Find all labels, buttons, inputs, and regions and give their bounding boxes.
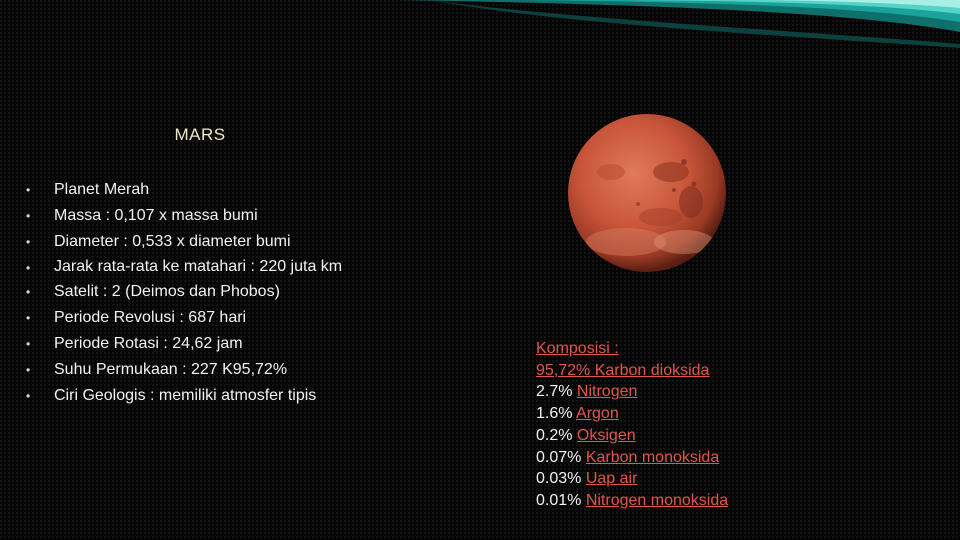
composition-link[interactable]: 95,72% Karbon dioksida bbox=[536, 361, 710, 379]
bullet-item bbox=[26, 383, 366, 409]
bullet-symbol: • bbox=[26, 235, 31, 249]
bullet-symbol: • bbox=[26, 389, 31, 403]
bullet-item bbox=[26, 229, 366, 255]
bullet-list bbox=[26, 177, 366, 409]
bullet-text: Massa : 0,107 x massa bumi bbox=[54, 207, 258, 224]
composition-heading-link[interactable]: Komposisi : bbox=[536, 340, 619, 357]
bullet-text: Ciri Geologis : memiliki atmosfer tipis bbox=[54, 387, 317, 404]
composition-percent: 1.6% bbox=[536, 405, 577, 423]
bullet-item bbox=[26, 305, 366, 331]
composition-line bbox=[536, 381, 796, 403]
composition-line bbox=[536, 425, 796, 447]
bullet-text: Diameter : 0,533 x diameter bumi bbox=[54, 233, 291, 250]
mars-planet-image bbox=[566, 112, 728, 274]
bullet-text: Suhu Permukaan : 227 K95,72% bbox=[54, 361, 288, 378]
bullet-symbol: • bbox=[26, 337, 31, 351]
slide-title: MARS bbox=[174, 125, 226, 144]
bullet-symbol: • bbox=[26, 261, 31, 275]
composition-line bbox=[536, 403, 796, 425]
composition-line bbox=[536, 360, 796, 382]
composition-link[interactable]: Argon bbox=[576, 405, 619, 423]
bullet-item bbox=[26, 177, 366, 203]
composition-percent: 2.7% bbox=[536, 383, 577, 401]
bullet-symbol: • bbox=[26, 363, 31, 377]
composition-link[interactable]: Uap air bbox=[585, 470, 638, 488]
composition-link[interactable]: Karbon monoksida bbox=[585, 448, 720, 466]
bullet-symbol: • bbox=[26, 209, 31, 223]
bullet-item bbox=[26, 255, 366, 279]
composition-heading-line bbox=[536, 338, 796, 360]
top-decoration bbox=[0, 0, 960, 60]
bullet-symbol: • bbox=[26, 183, 31, 197]
composition-link[interactable]: Nitrogen bbox=[576, 383, 638, 401]
bullet-symbol: • bbox=[26, 285, 31, 299]
composition-line bbox=[536, 490, 796, 512]
composition-line bbox=[536, 468, 796, 490]
bullet-text: Planet Merah bbox=[54, 181, 150, 198]
bullet-item bbox=[26, 279, 366, 305]
composition-link[interactable]: Oksigen bbox=[576, 426, 636, 444]
bullet-text: Periode Rotasi : 24,62 jam bbox=[54, 335, 243, 352]
bullet-symbol: • bbox=[26, 311, 31, 325]
bullet-text: Jarak rata-rata ke matahari : 220 juta km bbox=[54, 258, 343, 275]
bullet-item bbox=[26, 203, 366, 229]
composition-block bbox=[536, 338, 796, 512]
bullet-text: Periode Revolusi : 687 hari bbox=[54, 309, 247, 326]
composition-percent: 0.07% bbox=[536, 448, 586, 466]
bullet-item bbox=[26, 331, 366, 357]
bullet-text: Satelit : 2 (Deimos dan Phobos) bbox=[54, 283, 280, 300]
composition-line bbox=[536, 447, 796, 469]
composition-link[interactable]: Nitrogen monoksida bbox=[585, 491, 729, 509]
bullet-item bbox=[26, 357, 366, 383]
composition-percent: 0.03% bbox=[536, 470, 586, 488]
composition-percent: 0.01% bbox=[536, 491, 586, 509]
composition-percent: 0.2% bbox=[536, 426, 577, 444]
